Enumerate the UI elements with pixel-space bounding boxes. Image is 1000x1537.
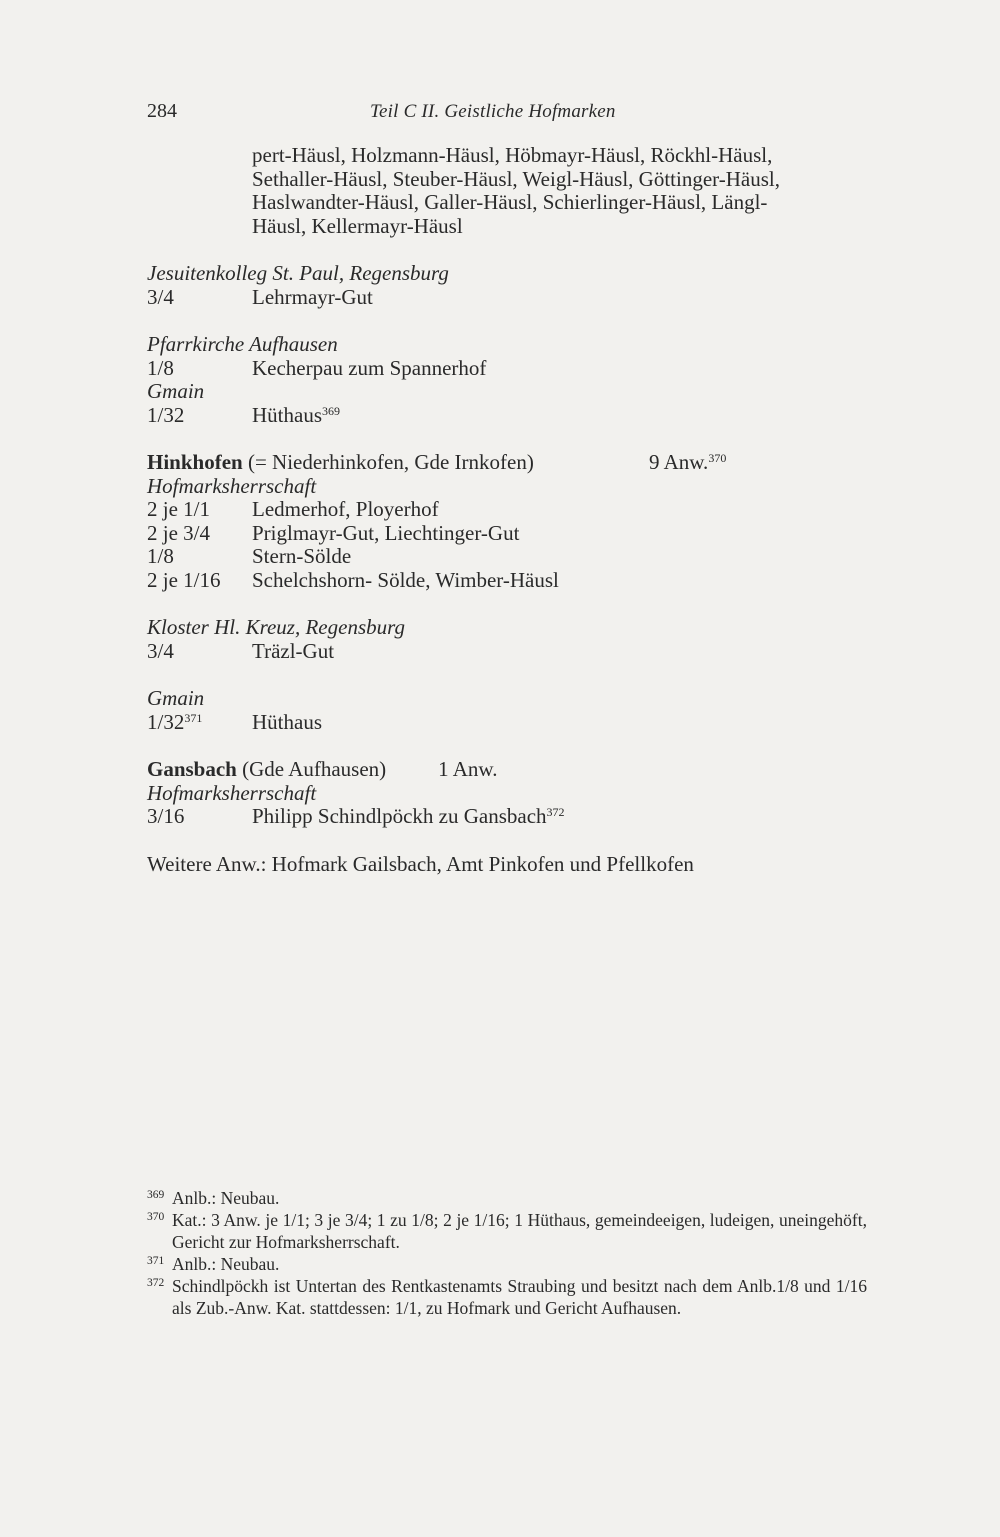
footnotes: [147, 1187, 867, 1319]
place-count: [649, 451, 726, 475]
footnote: [147, 1275, 867, 1319]
entry-item: Lehrmayr-Gut: [252, 284, 373, 309]
place-heading-gansbach: [147, 758, 867, 782]
entry-row: [147, 569, 867, 593]
weitere-anwesen-note: Weitere Anw.: Hofmark Gailsbach, Amt Pinkofen und Pfellkofen: [147, 851, 694, 876]
entry-row: [147, 805, 867, 829]
place-count: 1 Anw.: [438, 757, 498, 781]
entry-item-text: Hüthaus: [252, 402, 322, 427]
entry-share: 1/8: [147, 355, 174, 380]
section-title-hofmarksherrschaft: Hofmarksherrschaft: [147, 780, 317, 805]
entry-share: 1/32: [147, 402, 185, 427]
entry-row: [147, 286, 867, 310]
footnote-text: Kat.: 3 Anw. je 1/1; 3 je 3/4; 1 zu 1/8; 2 je 1/16; 1 Hüthaus, gemeindeeigen, ludeigen, uneingehöft, Gericht zur Hofmarksherrschaft.: [172, 1210, 867, 1252]
footnote-ref-369[interactable]: 369: [322, 403, 340, 418]
continuation-list: [252, 144, 867, 238]
entry-item: Stern-Sölde: [252, 544, 352, 568]
footnote-ref-372[interactable]: 372: [546, 805, 565, 819]
continuation-line: Sethaller-Häusl, Steuber-Häusl, Weigl-Häusl, Göttinger-Häusl,: [252, 166, 780, 191]
entry-item: Schelchshorn- Sölde, Wimber-Häusl: [252, 567, 559, 592]
entry-row: [147, 404, 867, 428]
entry-share: 1/8: [147, 544, 174, 568]
section-title-pfarrkirche: Pfarrkirche Aufhausen: [147, 332, 338, 356]
footnote-number: 372: [147, 1277, 165, 1289]
place-detail: (Gde Aufhausen): [236, 757, 387, 781]
place-detail: (= Niederhinkofen, Gde Irnkofen): [242, 450, 534, 474]
entry-share: 3/16: [147, 804, 185, 828]
section-title-gmain: Gmain: [147, 686, 205, 710]
footnote-number: 370: [147, 1211, 165, 1223]
place-name: Gansbach: [147, 757, 237, 781]
section-title-kloster: Kloster Hl. Kreuz, Regensburg: [147, 615, 406, 639]
entry-item: Kecherpau zum Spannerhof: [252, 355, 487, 380]
entry-item: [252, 805, 565, 829]
footnote-text: Anlb.: Neubau.: [172, 1188, 280, 1208]
entry-item: Ledmerhof, Ployerhof: [252, 497, 439, 521]
entry-item: Träzl-Gut: [252, 638, 335, 663]
entry-item-text: Philipp Schindlpöckh zu Gansbach: [252, 804, 547, 828]
entry-item: [252, 404, 340, 428]
footnote: [147, 1253, 867, 1275]
place-count-text: 9 Anw.: [649, 450, 709, 474]
place-heading-hinkhofen: [147, 451, 867, 475]
entry-row: [147, 711, 867, 735]
entry-row: [147, 545, 867, 569]
continuation-line: pert-Häusl, Holzmann-Häusl, Höbmayr-Häusl, Röckhl-Häusl,: [252, 143, 773, 167]
footnote-ref-371[interactable]: 371: [184, 710, 203, 725]
footnote-ref-370[interactable]: 370: [708, 451, 727, 465]
continuation-line: Häusl, Kellermayr-Häusl: [252, 213, 463, 238]
entry-item: Priglmayr-Gut, Liechtinger-Gut: [252, 520, 520, 545]
footnote: [147, 1187, 867, 1209]
entry-share: 2 je 3/4: [147, 520, 210, 545]
continuation-line: Haslwandter-Häusl, Galler-Häusl, Schierlinger-Häusl, Längl-: [252, 190, 768, 214]
entry-row: [147, 498, 867, 522]
entry-share-text: 1/32: [147, 709, 185, 734]
main-text: [147, 144, 867, 876]
footnote-text: Schindlpöckh ist Untertan des Rentkastenamts Straubing und besitzt nach dem Anlb.1/8 und 1/16 als Zub.-Anw. Kat. stattdessen: 1/1, zu Hofmark und Gericht Aufhausen.: [172, 1276, 867, 1318]
entry-share: 2 je 1/16: [147, 567, 221, 592]
section-title-hofmarksherrschaft: Hofmarksherrschaft: [147, 473, 317, 498]
entry-share: 3/4: [147, 284, 174, 309]
entry-share: 2 je 1/1: [147, 497, 210, 521]
footnote-text: Anlb.: Neubau.: [172, 1254, 280, 1274]
place-name: Hinkhofen: [147, 450, 243, 474]
entry-row: [147, 522, 867, 546]
entry-share: 3/4: [147, 638, 174, 663]
entry-row: [147, 357, 867, 381]
section-title-jesuitenkolleg: Jesuitenkolleg St. Paul, Regensburg: [147, 261, 449, 285]
entry-row: [147, 640, 867, 664]
page-header: [147, 100, 867, 130]
entry-share: [147, 711, 252, 735]
running-title: Teil C II. Geistliche Hofmarken: [370, 101, 616, 122]
footnote-number: 371: [147, 1255, 165, 1267]
entry-item: Hüthaus: [252, 709, 322, 734]
page-number: 284: [147, 100, 177, 122]
footnote-number: 369: [147, 1189, 165, 1201]
footnote: [147, 1209, 867, 1253]
section-title-gmain: Gmain: [147, 379, 205, 403]
